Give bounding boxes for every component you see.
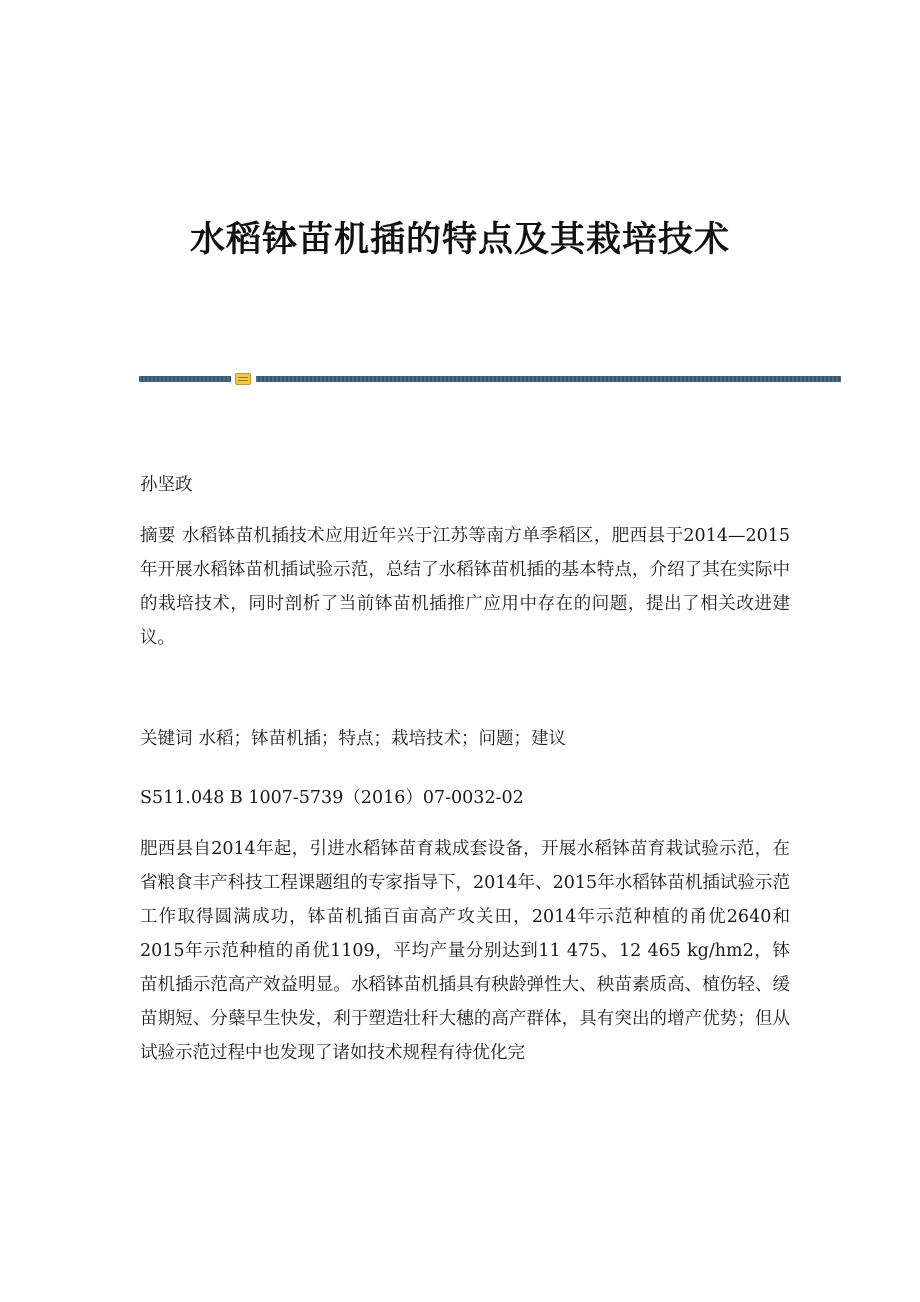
keywords-text: 水稻；钵苗机插；特点；栽培技术；问题；建议 bbox=[198, 729, 566, 749]
classification-code: S511.048 B 1007-5739（2016）07-0032-02 bbox=[140, 788, 524, 808]
divider-bar-left bbox=[139, 376, 231, 382]
document-title: 水稻钵苗机插的特点及其栽培技术 bbox=[189, 220, 730, 260]
author-name: 孙坚政 bbox=[140, 475, 193, 495]
abstract-label: 摘要 bbox=[140, 526, 176, 546]
title-divider bbox=[139, 373, 841, 385]
divider-bar-right bbox=[256, 376, 841, 382]
divider-emblem-icon bbox=[235, 373, 251, 385]
body-paragraph: 肥西县自2014年起，引进水稻钵苗育栽成套设备，开展水稻钵苗育栽试验示范，在省粮食丰产科技工程课题组的专家指导下，2014年、2015年水稻钵苗机插试验示范工作取得圆满成功，钵苗机插百亩高产攻关田，2014年示范种植的甬优2640和2015年示范种植的甬优1109，平均产量分别达到11 475、12 465 kg/hm2，钵苗机插示范高产效益明显。水稻钵苗机插具有秧龄弹性大、秧苗素质高、植伤轻、缓苗期短、分蘖早生快发，利于塑造壮秆大穗的高产群体，具有突出的增产优势；但从试验示范过程中也发现了诸如技术规程有待优化完 bbox=[140, 839, 790, 1063]
keywords-label: 关键词 bbox=[140, 729, 193, 749]
abstract-paragraph bbox=[140, 519, 790, 655]
keywords-line bbox=[140, 722, 790, 756]
abstract-text: 水稻钵苗机插技术应用近年兴于江苏等南方单季稻区，肥西县于2014—2015年开展水稻钵苗机插试验示范，总结了水稻钵苗机插的基本特点，介绍了其在实际中的栽培技术，同时剖析了当前钵苗机插推广应用中存在的问题，提出了相关改进建议。 bbox=[140, 526, 790, 648]
